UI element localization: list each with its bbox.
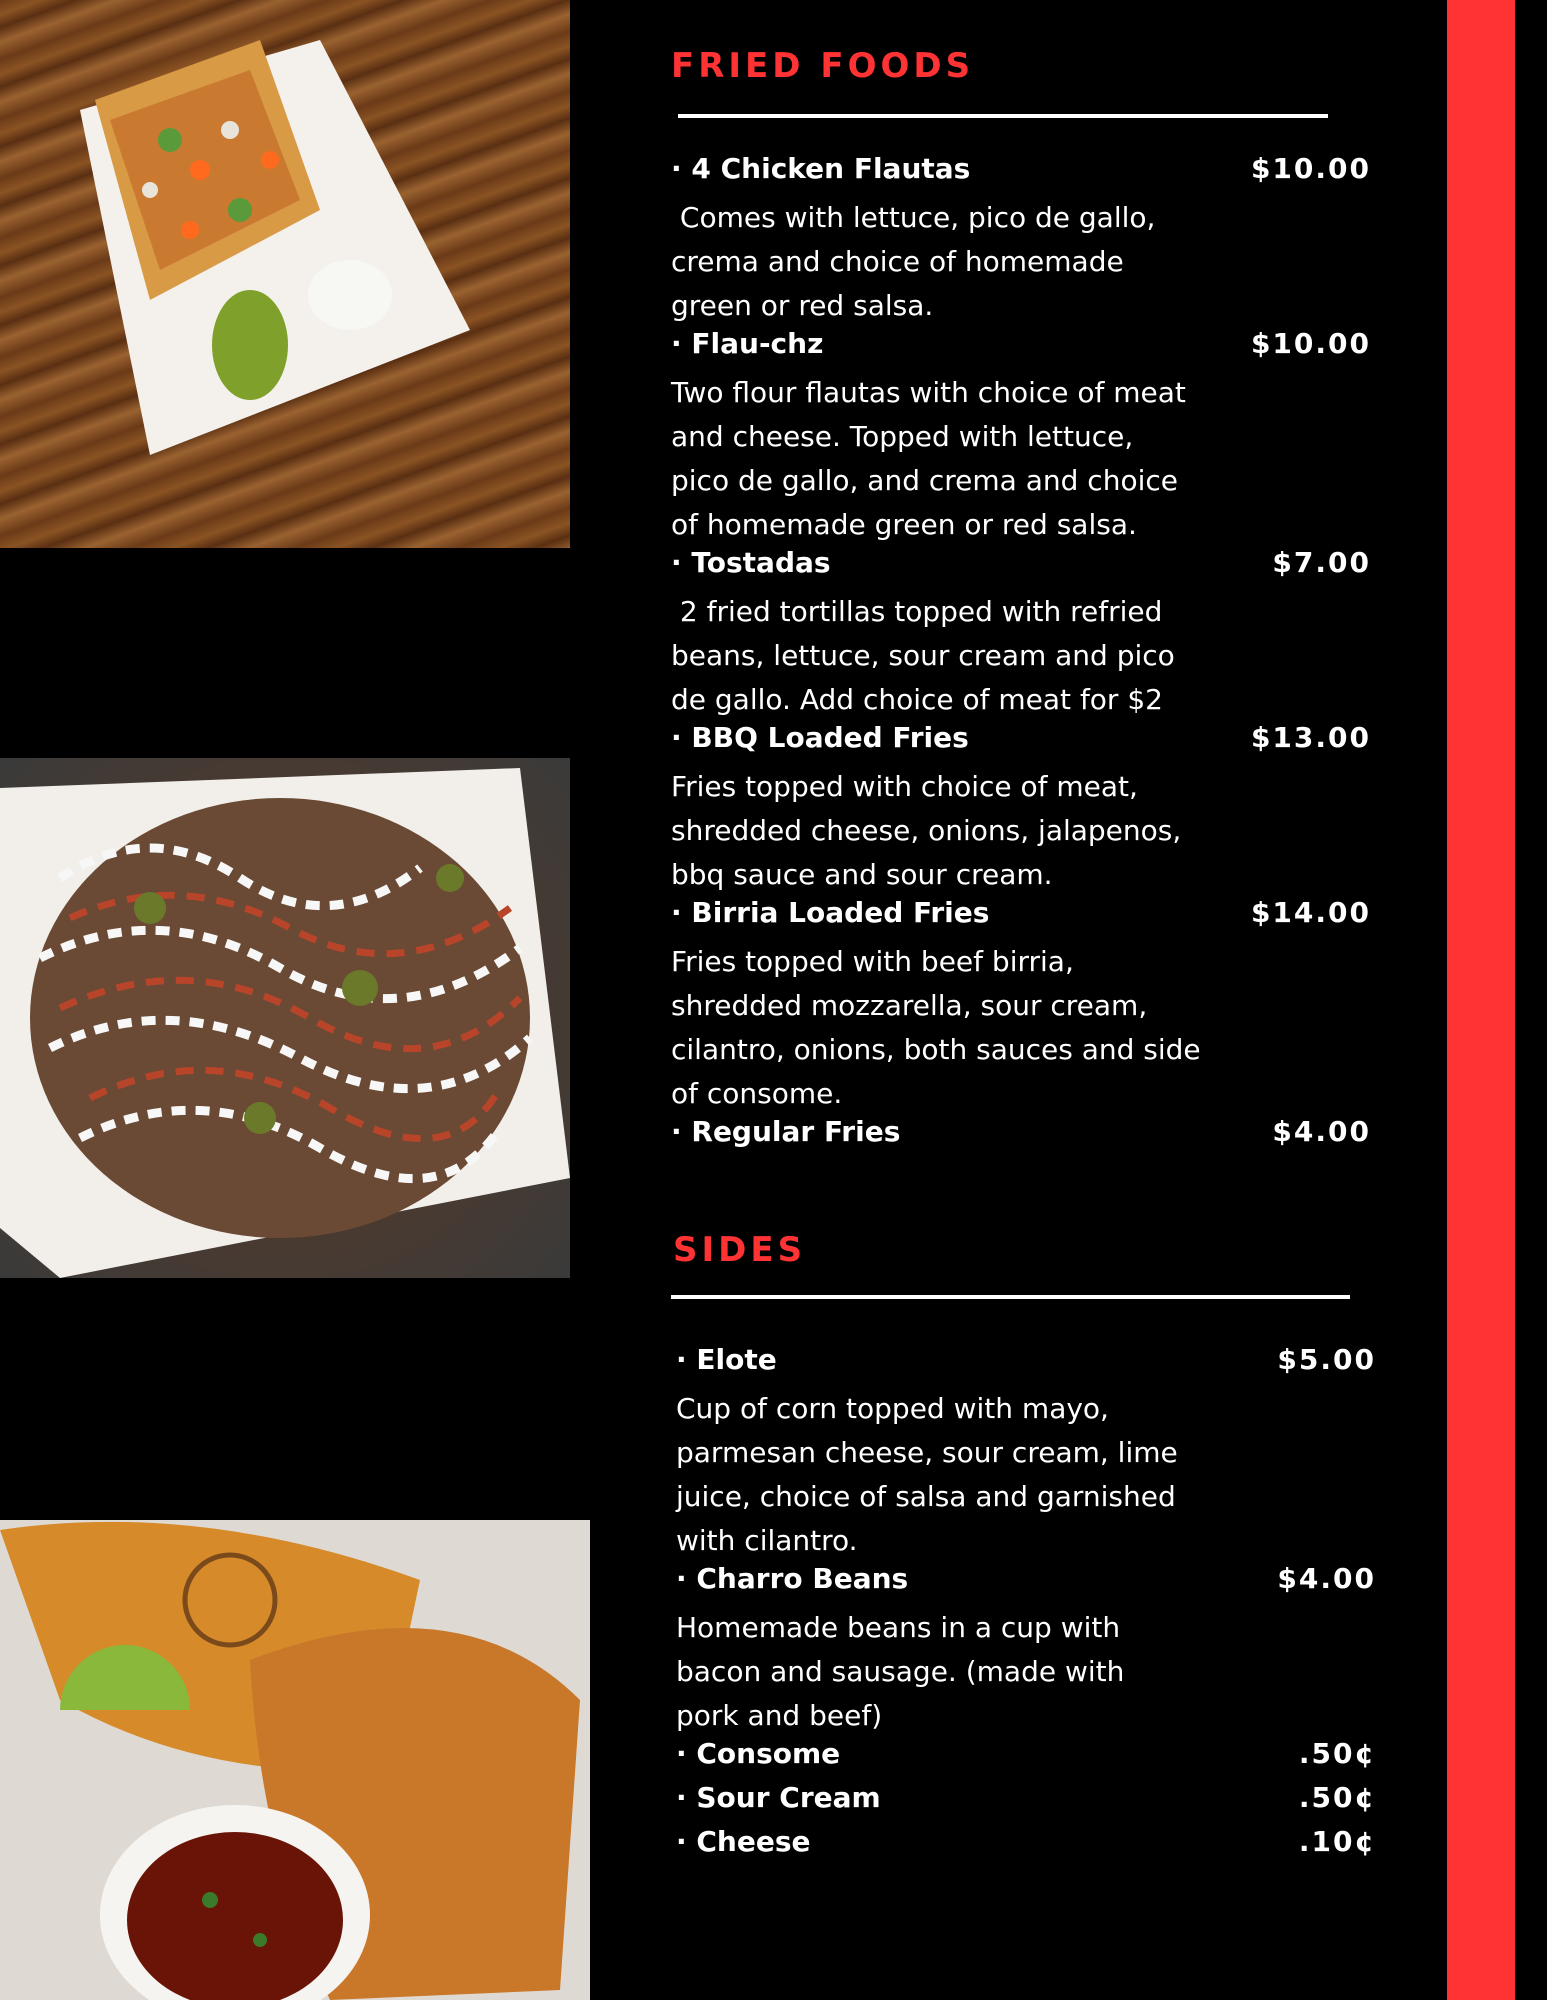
menu-item-elote xyxy=(676,1343,1376,1563)
item-name: · Tostadas xyxy=(671,546,831,579)
item-name: · BBQ Loaded Fries xyxy=(671,721,969,754)
item-description: Cup of corn topped with mayo, parmesan cheese, sour cream, lime juice, choice of salsa and garnished with cilantro. xyxy=(676,1392,1178,1557)
item-price: $10.00 xyxy=(1250,327,1371,360)
item-name: · Cheese xyxy=(676,1825,811,1858)
menu-item-flau-chz xyxy=(671,327,1371,547)
item-price: $14.00 xyxy=(1250,896,1371,929)
item-description: Two flour flautas with choice of meat and cheese. Topped with lettuce, pico de gallo, and crema and choice of homemade green or red salsa. xyxy=(671,376,1186,541)
birria-tacos-photo xyxy=(0,1520,590,2000)
item-name: · Flau-chz xyxy=(671,327,824,360)
item-name: · Charro Beans xyxy=(676,1562,909,1595)
item-price: $4.00 xyxy=(1272,1115,1371,1148)
item-name: · Sour Cream xyxy=(676,1781,881,1814)
flautas-photo xyxy=(0,0,570,548)
item-price: $13.00 xyxy=(1250,721,1371,754)
accent-stripe xyxy=(1447,0,1515,2000)
fried-foods-divider xyxy=(678,114,1328,118)
item-name: · Elote xyxy=(676,1343,777,1376)
sides-title: SIDES xyxy=(673,1230,807,1270)
menu-item-sour-cream xyxy=(676,1781,1376,1825)
item-name: · 4 Chicken Flautas xyxy=(671,152,971,185)
menu-item-charro-beans xyxy=(676,1562,1376,1738)
menu-item-chicken-flautas xyxy=(671,152,1371,328)
menu-item-consome xyxy=(676,1737,1376,1781)
item-description: 2 fried tortillas topped with refried beans, lettuce, sour cream and pico de gallo. Add choice of meat for $2 xyxy=(671,595,1175,716)
menu-item-tostadas xyxy=(671,546,1371,722)
item-price: .10¢ xyxy=(1298,1825,1376,1858)
item-price: .50¢ xyxy=(1298,1781,1376,1814)
fried-foods-title: FRIED FOODS xyxy=(671,46,975,86)
item-description: Homemade beans in a cup with bacon and sausage. (made with pork and beef) xyxy=(676,1611,1125,1732)
item-name: · Consome xyxy=(676,1737,841,1770)
item-description: Comes with lettuce, pico de gallo, crema and choice of homemade green or red salsa. xyxy=(671,201,1156,322)
item-name: · Birria Loaded Fries xyxy=(671,896,990,929)
item-price: $10.00 xyxy=(1250,152,1371,185)
item-name: · Regular Fries xyxy=(671,1115,901,1148)
menu-item-cheese xyxy=(676,1825,1376,1869)
item-price: $5.00 xyxy=(1277,1343,1376,1376)
loaded-fries-photo xyxy=(0,758,570,1278)
menu-item-regular-fries xyxy=(671,1115,1371,1159)
item-description: Fries topped with choice of meat, shredded cheese, onions, jalapenos, bbq sauce and sour cream. xyxy=(671,770,1182,891)
item-price: .50¢ xyxy=(1298,1737,1376,1770)
menu-item-bbq-loaded-fries xyxy=(671,721,1371,897)
item-description: Fries topped with beef birria, shredded mozzarella, sour cream, cilantro, onions, both sauces and side of consome. xyxy=(671,945,1201,1110)
sides-divider xyxy=(671,1295,1350,1299)
item-price: $7.00 xyxy=(1272,546,1371,579)
menu-item-birria-loaded-fries xyxy=(671,896,1371,1116)
item-price: $4.00 xyxy=(1277,1562,1376,1595)
